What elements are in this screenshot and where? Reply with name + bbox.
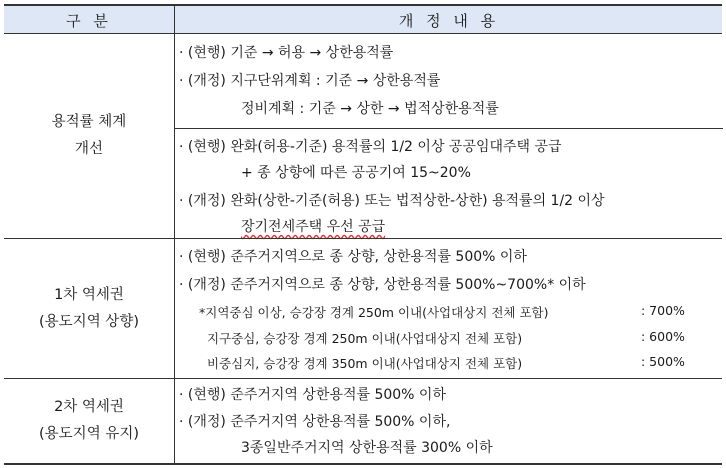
content-line: · (현행) 준주거지역 상한용적률 500% 이하	[179, 387, 446, 403]
content-line: · (개정) 지구단위계획 : 기준 → 상한용적률	[179, 73, 441, 89]
content-line: + 종 상향에 따른 공공기여 15~20%	[241, 165, 471, 181]
table-header	[4, 4, 722, 34]
content-line: · (개정) 준주거지역으로 종 상향, 상한용적률 500%~700%* 이하	[179, 277, 586, 293]
table-row-primary-station	[4, 239, 722, 378]
row-content-primary-station	[174, 239, 722, 378]
content-line: · (개정) 완화(상한-기준(허용) 또는 법적상한-상한) 용적률의 1/2 이상	[179, 193, 605, 209]
header-category: 구 분	[66, 11, 112, 30]
row-label-far-system	[4, 34, 174, 238]
row-label-secondary-station	[4, 379, 174, 463]
content-line: · (현행) 완화(허용-기준) 용적률의 1/2 이상 공공임대주택 공급	[179, 139, 562, 155]
note-line: 지구중심, 승강장 경계 250m 이내(사업대상지 전체 포함)	[207, 331, 523, 346]
note-line: *지역중심 이상, 승강장 경계 250m 이내(사업대상지 전체 포함)	[199, 305, 549, 320]
row-label-line: (용도지역 상향)	[39, 313, 139, 330]
content-line: · (현행) 기준 → 허용 → 상한용적률	[179, 45, 394, 61]
table-row-far-system	[4, 34, 722, 238]
content-line: · (개정) 준주거지역 상한용적률 500% 이하,	[179, 414, 451, 430]
row-content-far-system	[174, 34, 722, 238]
row-label-line: (용도지역 유지)	[39, 426, 139, 442]
row-label-primary-station	[4, 239, 174, 378]
table-row-secondary-station	[4, 379, 722, 463]
row-divider	[175, 128, 723, 129]
note-value: : 700%	[641, 303, 685, 318]
content-line: 3종일반주거지역 상한용적률 300% 이하	[241, 440, 493, 456]
row-content-secondary-station	[174, 379, 722, 463]
row-label-line: 2차 역세권	[54, 399, 124, 415]
content-line: · (현행) 준주거지역으로 종 상향, 상한용적률 500% 이하	[179, 249, 527, 265]
note-line: 비중심지, 승강장 경계 350m 이내(사업대상지 전체 포함)	[207, 356, 523, 371]
header-content: 개 정 내 용	[174, 6, 723, 34]
content-line: 장기전세주택 우선 공급	[241, 219, 386, 235]
row-label-line: 개선	[74, 141, 103, 157]
table-bottom-border	[4, 463, 722, 465]
row-label-line: 1차 역세권	[54, 286, 124, 303]
note-value: : 500%	[641, 354, 685, 369]
row-label-line: 용적률 체계	[51, 114, 127, 130]
content-line: 정비계획 : 기준 → 상한 → 법적상한용적률	[241, 101, 499, 117]
note-value: : 600%	[641, 329, 685, 344]
